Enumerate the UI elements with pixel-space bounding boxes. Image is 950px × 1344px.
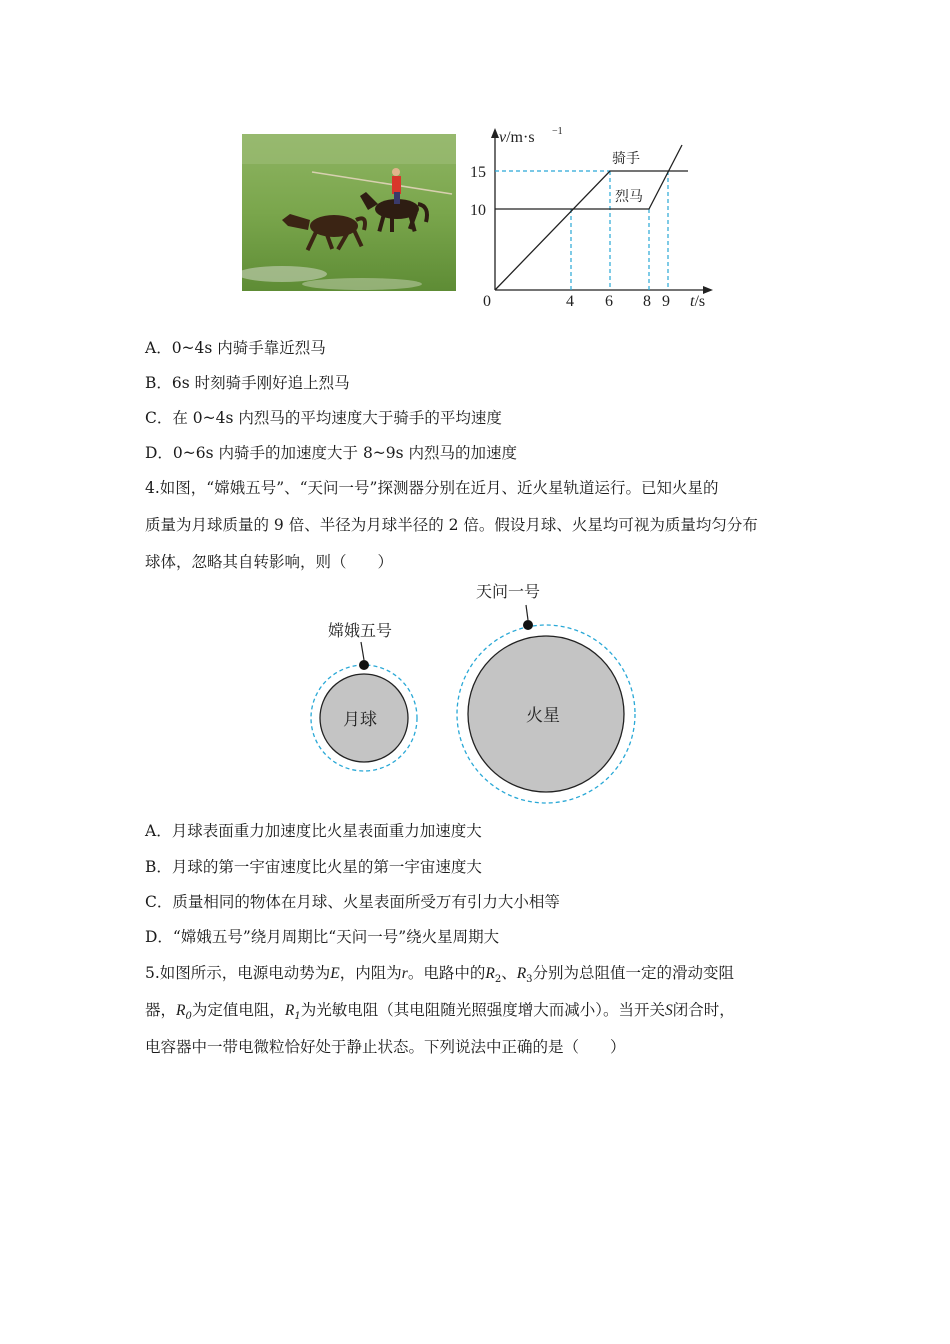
symbol-S: S <box>664 1002 673 1019</box>
q4-stem-line-1: 4.如图，“嫦娥五号”、“天问一号”探测器分别在近月、近火星轨道运行。已知火星的 <box>145 479 719 497</box>
y-tick-10: 10 <box>470 202 486 219</box>
q3-option-b: B．6s 时刻骑手刚好追上烈马 <box>145 374 350 392</box>
moon-label: 月球 <box>343 710 377 730</box>
q5-stem-line-3: 电容器中一带电微粒恰好处于静止状态。下列说法中正确的是（ ） <box>145 1038 626 1056</box>
q3-option-a: A．0~4s 内骑手靠近烈马 <box>145 339 326 357</box>
q3-option-c: C．在 0~4s 内烈马的平均速度大于骑手的平均速度 <box>145 409 502 427</box>
q4-option-a: A．月球表面重力加速度比火星表面重力加速度大 <box>145 822 482 840</box>
x-tick-9: 9 <box>662 293 670 310</box>
y-tick-15: 15 <box>470 164 486 181</box>
horse-label: 烈马 <box>615 189 643 205</box>
q5-stem-line-1: 5.如图所示，电源电动势为E，内阻为r。电路中的$R_2$、$R_3$分别为总阻值一定的滑动变阻 <box>145 964 735 986</box>
q4-option-c: C．质量相同的物体在月球、火星表面所受万有引力大小相等 <box>145 893 560 911</box>
mars-label: 火星 <box>526 706 560 726</box>
chang-e-probe <box>359 660 369 670</box>
q4-option-b: B．月球的第一宇宙速度比火星的第一宇宙速度大 <box>145 858 482 876</box>
horse-rider-photo <box>242 134 456 291</box>
y-axis-arrow <box>491 128 499 138</box>
symbol-R2: R <box>485 965 495 982</box>
x-axis-label: t/s <box>690 293 706 310</box>
chang-e-pointer <box>361 642 364 660</box>
x-tick-0: 0 <box>483 293 491 310</box>
y-axis-label: v/m·s <box>499 129 535 146</box>
symbol-E: E <box>330 965 340 982</box>
q3-option-d: D．0~6s 内骑手的加速度大于 8~9s 内烈马的加速度 <box>145 444 518 462</box>
x-tick-6: 6 <box>605 293 613 310</box>
orbit-figure <box>300 575 650 810</box>
y-axis-sup: −1 <box>552 126 563 137</box>
q4-option-d: D．“嫦娥五号”绕月周期比“天问一号”绕火星周期大 <box>145 928 500 946</box>
rider-label: 骑手 <box>612 151 640 167</box>
q4-stem-line-2: 质量为月球质量的 9 倍、半径为月球半径的 2 倍。假设月球、火星均可视为质量均匀分布 <box>145 516 758 534</box>
horse-line <box>495 145 682 209</box>
symbol-R0: R <box>176 1002 186 1019</box>
x-tick-8: 8 <box>643 293 651 310</box>
tianwen-pointer <box>526 605 528 620</box>
symbol-R1: R <box>284 1002 295 1019</box>
symbol-r: r <box>401 965 408 982</box>
x-tick-4: 4 <box>566 293 574 310</box>
q5-stem-line-2: 器，$R_0$为定值电阻，$R_1$为光敏电阻（其电阻随光照强度增大而减小）。当开关S闭合时， <box>145 1001 735 1023</box>
tianwen-label: 天问一号 <box>476 582 541 601</box>
symbol-R3: R <box>516 965 527 982</box>
tianwen-probe <box>523 620 533 630</box>
chang-e-label: 嫦娥五号 <box>328 621 393 640</box>
velocity-time-graph <box>462 120 722 316</box>
q4-stem-line-3: 球体，忽略其自转影响，则（ ） <box>145 553 394 571</box>
